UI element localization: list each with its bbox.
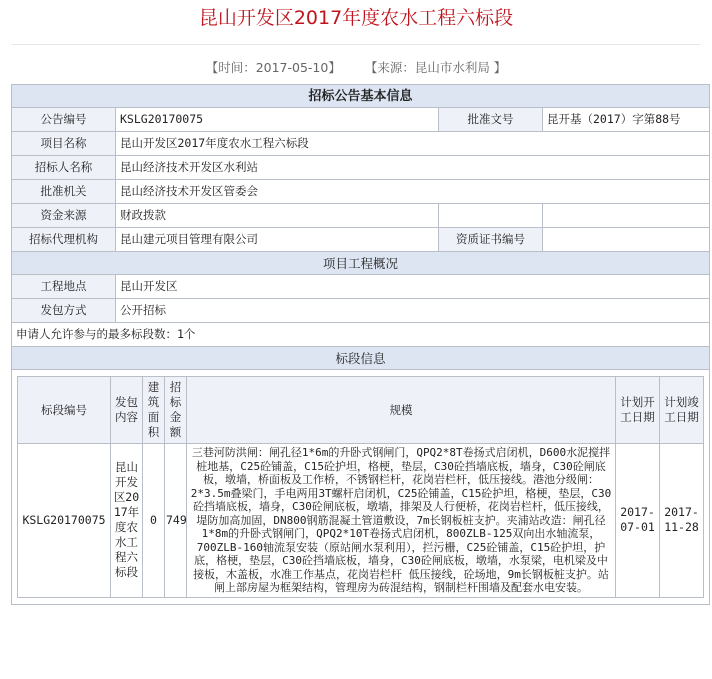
notice-no-label: 公告编号 [12, 108, 116, 132]
basic-info-header: 招标公告基本信息 [12, 85, 710, 108]
publish-time: 【时间：2017-05-10】 [205, 60, 341, 75]
approval-doc-label: 批准文号 [439, 108, 543, 132]
col-lot-no: 标段编号 [18, 377, 111, 444]
col-end: 计划竣工日期 [660, 377, 704, 444]
publish-source: 【来源：昆山市水利局 】 [364, 60, 507, 75]
tenderer-label: 招标人名称 [12, 156, 116, 180]
fund-source-value: 财政拨款 [116, 204, 439, 228]
lot-start-date: 2017-07-01 [616, 444, 660, 598]
title-divider [12, 44, 700, 45]
notice-no-value: KSLG20170075 [116, 108, 439, 132]
lot-content: 昆山开发区2017年度农水工程六标段 [111, 444, 143, 598]
col-area: 建筑面积 [143, 377, 165, 444]
col-scale: 规模 [187, 377, 616, 444]
location-label: 工程地点 [12, 275, 116, 299]
lots-table [17, 376, 704, 598]
lots-table-header [18, 377, 704, 444]
col-start: 计划开工日期 [616, 377, 660, 444]
lot-amount: 749 [165, 444, 187, 598]
lot-end-date: 2017-11-28 [660, 444, 704, 598]
table-row [18, 444, 704, 598]
empty-cell [543, 204, 710, 228]
project-name-label: 项目名称 [12, 132, 116, 156]
approval-org-label: 批准机关 [12, 180, 116, 204]
agency-label: 招标代理机构 [12, 228, 116, 252]
col-amount: 招标金额 [165, 377, 187, 444]
cert-no-value [543, 228, 710, 252]
approval-org-value: 昆山经济技术开发区管委会 [116, 180, 710, 204]
max-lots-note: 申请人允许参与的最多标段数：1个 [12, 323, 710, 347]
tenderer-value: 昆山经济技术开发区水利站 [116, 156, 710, 180]
overview-header: 项目工程概况 [12, 252, 710, 275]
method-value: 公开招标 [116, 299, 710, 323]
cert-no-label: 资质证书编号 [439, 228, 543, 252]
article-meta [0, 58, 712, 78]
lots-container [12, 370, 710, 605]
empty-cell [439, 204, 543, 228]
lot-scale: 三巷河防洪闸：闸孔径1*6m的升卧式钢闸门，QPQ2*8T卷扬式启闭机，D600水泥搅拌桩地基，C25砼铺盖，C15砼护坦，格梗，垫层，C30砼挡墙底板，墙身，C30砼闸底板，墩墙，桥面板及工作桥，不锈钢栏杆，花岗岩栏杆，低压接线。港池分级闸：2*3.5m叠梁门，手电两用3T螺杆启闭机，C25砼铺盖，C15砼护坦，格梗，垫层，C30砼挡墙底板，墙身，C30砼闸底板，墩墙，排架及人行便桥，花岗岩栏杆，低压接线，堤防加高加固，DN800钢筋混凝土管道敷设，7m长钢板桩支护。夹浦站改造：闸孔径1*8m的升卧式钢闸门，QPQ2*10T卷扬式启闭机，800ZLB-125双向出水轴流泵，700ZLB-160轴流泵安装（原站闸水泵利用），拦污栅，C25砼铺盖，C15砼护坦，护底，格梗，垫层，C30砼挡墙底板，墙身，C30砼闸底板，墩墙，水泵梁，电机梁及中接板，木盖板，水准工作基点，花岗岩栏杆 低压接线，砼场地，9m长钢板桩支护。站闸上部房屋为框架结构，管理房为砖混结构，钢制栏杆围墙及配套水电安装。 [187, 444, 616, 598]
col-content: 发包内容 [111, 377, 143, 444]
approval-doc-value: 昆开基（2017）字第88号 [543, 108, 710, 132]
lots-header: 标段信息 [12, 347, 710, 370]
page-title: 昆山开发区2017年度农水工程六标段 [198, 7, 514, 29]
project-name-value: 昆山开发区2017年度农水工程六标段 [116, 132, 710, 156]
agency-value: 昆山建元项目管理有限公司 [116, 228, 439, 252]
method-label: 发包方式 [12, 299, 116, 323]
location-value: 昆山开发区 [116, 275, 710, 299]
lot-no: KSLG20170075 [18, 444, 111, 598]
fund-source-label: 资金来源 [12, 204, 116, 228]
tender-notice-table [11, 84, 710, 605]
lot-area: 0 [143, 444, 165, 598]
